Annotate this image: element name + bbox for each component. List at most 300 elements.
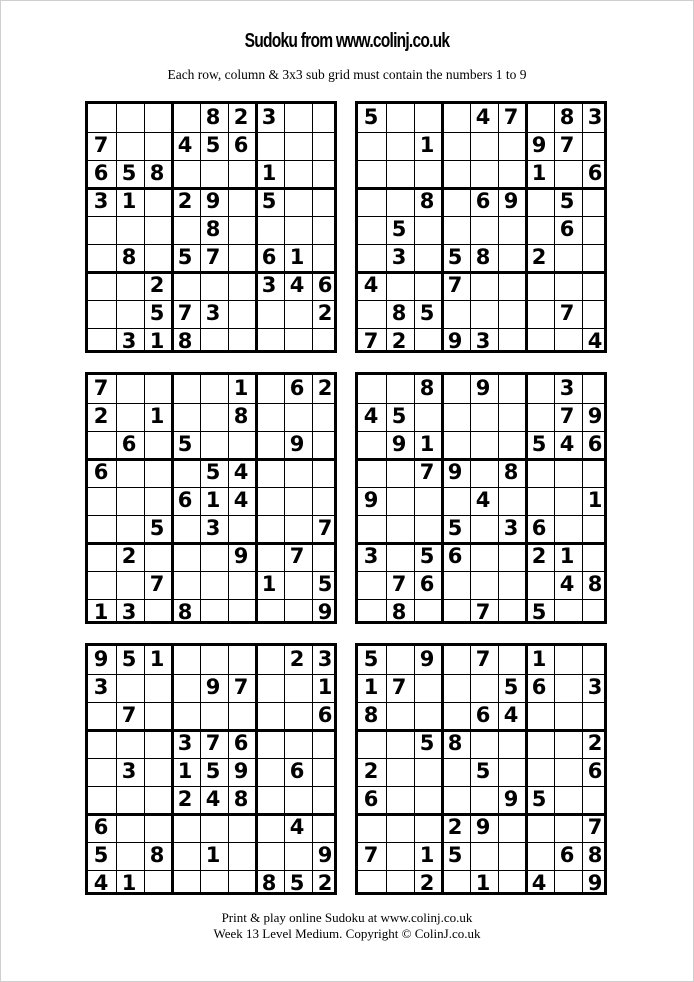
sudoku-cell [357,570,385,598]
sudoku-cell: 7 [93,375,109,400]
sudoku-cell: 1 [205,487,221,512]
sudoku-cell [553,673,581,701]
sudoku-cell: 7 [559,132,575,157]
sudoku-cell: 2 [121,543,137,568]
sudoku-cell [283,701,311,729]
sudoku-cell [525,570,553,598]
sudoku-cell: 7 [289,543,305,568]
sudoku-cell [227,841,255,869]
sudoku-cell: 5 [363,646,379,671]
sudoku-cell [87,243,115,271]
sudoku-cell [255,486,283,514]
sudoku-cell [227,271,255,299]
sudoku-cell [115,374,143,402]
sudoku-grid-4 [355,372,607,624]
sudoku-cell: 1 [363,674,379,699]
sudoku-cell: 4 [531,870,547,895]
sudoku-cell: 4 [289,272,305,297]
sudoku-cell [87,729,115,757]
sudoku-cell [469,458,497,486]
sudoku-cell [143,374,171,402]
sudoku-cell [255,374,283,402]
sudoku-cell [357,187,385,215]
sudoku-cell [115,729,143,757]
sudoku-cell [469,402,497,430]
sudoku-cell: 7 [587,814,603,839]
sudoku-cell: 3 [587,674,603,699]
sudoku-cell [441,299,469,327]
sudoku-cell [255,402,283,430]
sudoku-cell [227,187,255,215]
sudoku-cell [581,215,609,243]
sudoku-cell: 5 [93,842,109,867]
sudoku-cell [199,159,227,187]
sudoku-cell [255,327,283,355]
sudoku-cell [357,458,385,486]
sudoku-cell: 9 [447,328,463,353]
sudoku-cell [227,430,255,458]
sudoku-cell: 8 [177,328,193,353]
sudoku-cell: 6 [233,132,249,157]
sudoku-cell: 4 [587,328,603,353]
sudoku-cell: 2 [149,272,165,297]
sudoku-cell [115,402,143,430]
sudoku-cell [385,869,413,897]
sudoku-cell: 9 [475,814,491,839]
sudoku-cell [199,813,227,841]
sudoku-cell [441,645,469,673]
sudoku-cell [311,757,339,785]
sudoku-cell: 3 [317,646,333,671]
sudoku-cell: 4 [233,459,249,484]
sudoku-cell [441,215,469,243]
sudoku-cell [227,299,255,327]
sudoku-cell [171,514,199,542]
sudoku-cell: 1 [419,842,435,867]
sudoku-cell [227,514,255,542]
sudoku-cell [441,570,469,598]
sudoku-cell: 6 [587,758,603,783]
sudoku-cell: 2 [391,328,407,353]
sudoku-cell [553,271,581,299]
sudoku-cell [469,673,497,701]
sudoku-cell [497,570,525,598]
sudoku-cell [227,215,255,243]
sudoku-cell [553,645,581,673]
sudoku-cell [311,542,339,570]
sudoku-cell [115,785,143,813]
sudoku-cell [311,486,339,514]
sudoku-cell: 7 [447,272,463,297]
sudoku-cell: 8 [177,599,193,624]
sudoku-cell: 3 [93,674,109,699]
sudoku-cell [385,374,413,402]
sudoku-cell [283,785,311,813]
sudoku-cell [497,215,525,243]
sudoku-cell [255,299,283,327]
sudoku-cell: 6 [475,702,491,727]
sudoku-cell [255,215,283,243]
sudoku-cell [525,299,553,327]
sudoku-cell [143,598,171,626]
sudoku-cell [525,701,553,729]
sudoku-cell [357,729,385,757]
sudoku-cell [553,514,581,542]
sudoku-cell [143,131,171,159]
sudoku-cell: 4 [559,571,575,596]
sudoku-cell [199,271,227,299]
sudoku-cell [255,458,283,486]
sudoku-cell [525,757,553,785]
sudoku-cell [143,542,171,570]
sudoku-cell [283,486,311,514]
sudoku-cell: 6 [93,160,109,185]
instructions-text: Each row, column & 3x3 sub grid must contain the numbers 1 to 9 [167,67,527,82]
sudoku-cell [525,271,553,299]
sudoku-cell: 5 [531,431,547,456]
sudoku-cell: 8 [419,375,435,400]
sudoku-cell [115,271,143,299]
sudoku-cell [497,757,525,785]
sudoku-cell [227,869,255,897]
sudoku-cell: 4 [363,272,379,297]
sudoku-cell: 1 [261,571,277,596]
sudoku-cell: 3 [503,515,519,540]
sudoku-cell: 3 [559,375,575,400]
sudoku-cell [283,215,311,243]
sudoku-cell [385,458,413,486]
sudoku-cell: 8 [559,104,575,129]
sudoku-cell: 3 [475,328,491,353]
sudoku-cell: 8 [447,730,463,755]
sudoku-cell: 5 [205,459,221,484]
sudoku-cell [553,598,581,626]
sudoku-cell [553,701,581,729]
sudoku-cell [283,729,311,757]
sudoku-cell: 2 [531,244,547,269]
sudoku-cell [255,785,283,813]
sudoku-cell: 7 [475,646,491,671]
sudoku-cell [413,243,441,271]
sudoku-cell: 6 [121,431,137,456]
sudoku-cell [311,402,339,430]
sudoku-cell [227,327,255,355]
sudoku-cell: 6 [419,571,435,596]
sudoku-cell: 7 [363,842,379,867]
sudoku-cell [87,757,115,785]
footer-line-1: Print & play online Sudoku at www.colinj.co.uk [221,910,473,925]
sudoku-cell [311,131,339,159]
sudoku-cell [441,374,469,402]
sudoku-cell [385,131,413,159]
sudoku-cell: 7 [149,571,165,596]
sudoku-cell: 1 [149,646,165,671]
sudoku-cell [413,215,441,243]
sudoku-cell [497,299,525,327]
sudoku-grid-3 [85,372,337,624]
sudoku-cell: 5 [531,599,547,624]
sudoku-cell [441,785,469,813]
sudoku-cell [87,701,115,729]
sudoku-cell: 1 [205,842,221,867]
sudoku-cell [413,103,441,131]
sudoku-cell [283,402,311,430]
sudoku-cell [441,673,469,701]
sudoku-cell [413,785,441,813]
sudoku-cell: 2 [177,188,193,213]
sudoku-cell [171,542,199,570]
sudoku-cell [311,243,339,271]
sudoku-cell [283,570,311,598]
sudoku-cell: 3 [93,188,109,213]
sudoku-cell: 6 [363,786,379,811]
sudoku-cell [357,813,385,841]
sudoku-cell [469,299,497,327]
sudoku-cell [199,570,227,598]
sudoku-cell: 5 [205,132,221,157]
sudoku-cell [469,785,497,813]
sudoku-cell [171,869,199,897]
sudoku-cell: 4 [559,431,575,456]
sudoku-cell: 2 [233,104,249,129]
sudoku-cell [255,729,283,757]
sudoku-cell [385,159,413,187]
sudoku-cell [525,841,553,869]
sudoku-cell: 9 [391,431,407,456]
sudoku-cell: 9 [587,403,603,428]
sudoku-cell [171,271,199,299]
sudoku-cell [385,813,413,841]
sudoku-cell: 5 [121,160,137,185]
sudoku-cell [553,785,581,813]
sudoku-cell: 9 [475,375,491,400]
sudoku-cell [171,402,199,430]
sudoku-grid-5 [85,643,337,895]
sudoku-cell [441,103,469,131]
sudoku-cell [311,813,339,841]
sudoku-cell [199,701,227,729]
sudoku-cell: 5 [391,403,407,428]
sudoku-cell [255,542,283,570]
sudoku-cell: 5 [391,216,407,241]
sudoku-cell: 7 [391,571,407,596]
sudoku-cell [283,673,311,701]
sudoku-cell: 5 [205,758,221,783]
sudoku-cell: 6 [531,515,547,540]
sudoku-cell: 3 [205,515,221,540]
sudoku-cell: 5 [177,431,193,456]
sudoku-cell [525,103,553,131]
sudoku-cell: 2 [177,786,193,811]
sudoku-cell [497,813,525,841]
sudoku-cell [581,514,609,542]
sudoku-cell [115,841,143,869]
sudoku-cell: 9 [233,758,249,783]
sudoku-cell [87,514,115,542]
sudoku-cell [171,841,199,869]
sudoku-cell [171,673,199,701]
sudoku-cell [581,598,609,626]
sudoku-cell [255,430,283,458]
sudoku-cell [283,131,311,159]
sudoku-cell: 6 [531,674,547,699]
sudoku-cell: 5 [559,188,575,213]
sudoku-cell: 3 [363,543,379,568]
sudoku-cell [115,458,143,486]
sudoku-cell [553,869,581,897]
sudoku-cell [357,215,385,243]
sudoku-cell [497,159,525,187]
sudoku-cell [255,701,283,729]
sudoku-cell [143,187,171,215]
sudoku-cell [497,841,525,869]
sudoku-cell [497,243,525,271]
sudoku-cell [357,598,385,626]
sudoku-cell: 2 [587,730,603,755]
sudoku-cell [357,159,385,187]
sudoku-cell: 1 [149,328,165,353]
sudoku-grid-2 [355,101,607,353]
sudoku-cell [497,374,525,402]
sudoku-cell [581,187,609,215]
sudoku-cell [87,215,115,243]
sudoku-cell [413,327,441,355]
sudoku-cell [469,430,497,458]
footer-line-2: Week 13 Level Medium. Copyright © ColinJ.co.uk [213,926,481,941]
sudoku-cell: 5 [447,515,463,540]
sudoku-cell [283,327,311,355]
sudoku-cell [115,570,143,598]
sudoku-cell: 2 [289,646,305,671]
sudoku-cell: 6 [261,244,277,269]
sudoku-cell: 8 [149,160,165,185]
sudoku-cell: 8 [233,403,249,428]
sudoku-cell: 5 [419,730,435,755]
sudoku-cell [525,729,553,757]
sudoku-cell [143,103,171,131]
sudoku-cell [87,430,115,458]
sudoku-cell [413,598,441,626]
sudoku-cell: 5 [419,543,435,568]
sudoku-cell: 8 [391,599,407,624]
sudoku-cell: 8 [587,571,603,596]
sudoku-cell: 1 [475,870,491,895]
sudoku-cell [227,159,255,187]
sudoku-cell: 1 [233,375,249,400]
sudoku-cell: 6 [289,758,305,783]
sudoku-cell: 7 [93,132,109,157]
sudoku-cell: 9 [503,188,519,213]
sudoku-cell [553,757,581,785]
sudoku-cell [553,486,581,514]
sudoku-cell: 2 [419,870,435,895]
sudoku-cell: 5 [121,646,137,671]
sudoku-cell [385,486,413,514]
sudoku-cell [199,645,227,673]
sudoku-cell [255,645,283,673]
sudoku-cell: 5 [317,571,333,596]
sudoku-cell [441,757,469,785]
sudoku-cell: 8 [233,786,249,811]
sudoku-cell [357,869,385,897]
sudoku-cell [525,327,553,355]
sudoku-cell [469,729,497,757]
sudoku-cell [311,187,339,215]
sudoku-cell: 8 [503,459,519,484]
sudoku-cell: 8 [261,870,277,895]
sudoku-cell [581,701,609,729]
sudoku-cell: 7 [121,702,137,727]
sudoku-cell: 7 [317,515,333,540]
sudoku-cell [115,131,143,159]
sudoku-cell [171,645,199,673]
sudoku-cell: 5 [289,870,305,895]
sudoku-cell [171,103,199,131]
sudoku-cell [413,673,441,701]
sudoku-cell [469,542,497,570]
sudoku-cell: 5 [261,188,277,213]
sudoku-cell [469,159,497,187]
sudoku-cell: 1 [261,160,277,185]
sudoku-cell: 9 [205,188,221,213]
sudoku-cell [581,374,609,402]
sudoku-cell [283,299,311,327]
sudoku-cell [87,542,115,570]
sudoku-cell [553,458,581,486]
sudoku-cell: 8 [149,842,165,867]
sudoku-cell [469,570,497,598]
sudoku-cell [227,813,255,841]
sudoku-cell: 7 [391,674,407,699]
sudoku-cell: 9 [289,431,305,456]
sudoku-cell: 4 [177,132,193,157]
sudoku-cell [497,542,525,570]
sudoku-cell [357,430,385,458]
sudoku-cell: 8 [363,702,379,727]
sudoku-cell: 4 [475,104,491,129]
sudoku-cell [525,458,553,486]
sudoku-cell: 1 [177,758,193,783]
sudoku-cell [385,271,413,299]
sudoku-cell: 2 [93,403,109,428]
sudoku-cell: 3 [121,758,137,783]
sudoku-cell [199,402,227,430]
sudoku-cell [385,514,413,542]
sudoku-cell [87,327,115,355]
sudoku-cell: 8 [587,842,603,867]
sudoku-cell [441,869,469,897]
sudoku-cell [283,598,311,626]
sudoku-cell [581,785,609,813]
sudoku-cell [171,215,199,243]
sudoku-cell [497,430,525,458]
sudoku-cell [143,673,171,701]
sudoku-cell [385,729,413,757]
sudoku-cell: 4 [289,814,305,839]
sudoku-cell [525,486,553,514]
sudoku-cell: 6 [587,160,603,185]
sudoku-cell: 1 [93,599,109,624]
sudoku-cell: 9 [447,459,463,484]
sudoku-cell: 8 [205,216,221,241]
sudoku-cell [581,645,609,673]
sudoku-cell: 7 [559,403,575,428]
sudoku-cell: 5 [363,104,379,129]
sudoku-cell [283,187,311,215]
sudoku-cell: 5 [447,842,463,867]
sudoku-cell [143,757,171,785]
sudoku-cell [385,645,413,673]
